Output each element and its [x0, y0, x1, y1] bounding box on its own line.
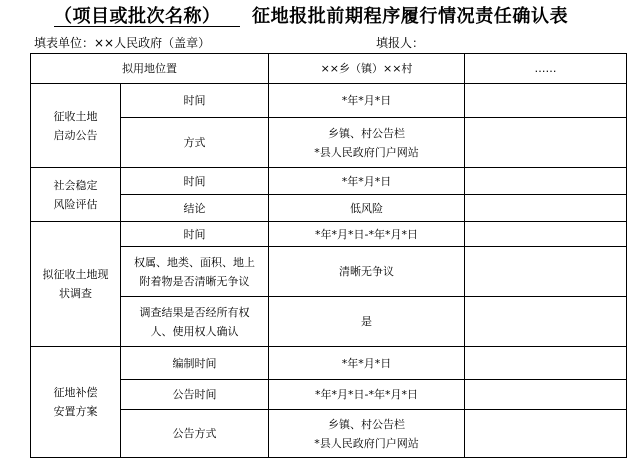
project-name-placeholder: （项目或批次名称）: [54, 6, 221, 27]
table-row: [31, 118, 627, 168]
row-item: 公告时间: [121, 380, 269, 410]
row-value: 乡镇、村公告栏 *县人民政府门户网站: [269, 410, 465, 458]
row-item: 结论: [121, 195, 269, 222]
table-row: [31, 168, 627, 195]
filler-label: 填报人：: [376, 36, 425, 50]
row-item: 调查结果是否经所有权 人、使用权人确认: [121, 297, 269, 347]
row-value-empty: [465, 297, 627, 347]
row-value: *年*月*日: [269, 168, 465, 195]
row-value: *年*月*日: [269, 84, 465, 118]
section-label-announcement: 征收土地 启动公告: [31, 84, 121, 168]
fill-unit-label: 填表单位：××人民政府（盖章）: [34, 36, 211, 50]
row-value-empty: [465, 84, 627, 118]
row-value-empty: [465, 347, 627, 380]
row-item: 编制时间: [121, 347, 269, 380]
page-title: [0, 2, 637, 32]
row-item: 公告方式: [121, 410, 269, 458]
table-row: [31, 84, 627, 118]
table-header-row: [31, 54, 627, 84]
row-value-empty: [465, 410, 627, 458]
row-value: 低风险: [269, 195, 465, 222]
row-value: 乡镇、村公告栏 *县人民政府门户网站: [269, 118, 465, 168]
row-item: 时间: [121, 168, 269, 195]
row-value-empty: [465, 168, 627, 195]
row-value-empty: [465, 222, 627, 247]
row-value-empty: [465, 380, 627, 410]
row-item: 时间: [121, 222, 269, 247]
row-value: *年*月*日: [269, 347, 465, 380]
row-item: 权属、地类、面积、地上 附着物是否清晰无争议: [121, 247, 269, 297]
confirmation-table: [30, 53, 627, 458]
table-row: [31, 410, 627, 458]
row-value: 清晰无争议: [269, 247, 465, 297]
row-value-empty: [465, 247, 627, 297]
table-row: [31, 222, 627, 247]
section-label-survey: 拟征收土地现 状调查: [31, 222, 121, 347]
row-item: 时间: [121, 84, 269, 118]
table-row: [31, 347, 627, 380]
row-value: 是: [269, 297, 465, 347]
table-row: [31, 297, 627, 347]
table-row: [31, 380, 627, 410]
row-item: 方式: [121, 118, 269, 168]
row-value: *年*月*日-*年*月*日: [269, 222, 465, 247]
row-value: *年*月*日-*年*月*日: [269, 380, 465, 410]
section-label-compensation-plan: 征地补偿 安置方案: [31, 347, 121, 458]
header-village: ××乡（镇）××村: [269, 54, 465, 84]
row-value-empty: [465, 195, 627, 222]
header-location: 拟用地位置: [31, 54, 269, 84]
table-row: [31, 247, 627, 297]
row-value-empty: [465, 118, 627, 168]
header-more: ……: [465, 54, 627, 84]
section-label-risk-assessment: 社会稳定 风险评估: [31, 168, 121, 222]
form-title: 征地报批前期程序履行情况责任确认表: [252, 6, 569, 27]
table-row: [31, 195, 627, 222]
title-underline: [54, 26, 240, 27]
